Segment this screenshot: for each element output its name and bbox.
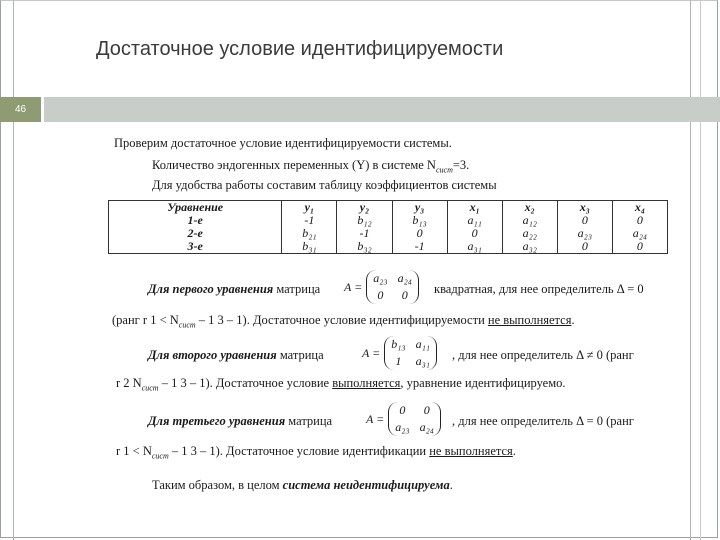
eq3-lead: Для третьего уравнения	[148, 414, 286, 428]
eq2-condition	[116, 376, 566, 393]
eq1-cond-text2: – 1 3 – 1). Достаточное условие идентифицируемости	[195, 313, 488, 327]
eq2-cond-sub: сист	[141, 383, 159, 393]
eq1-condition	[112, 313, 575, 330]
matrix-cell: a₂₃	[373, 271, 388, 285]
table-cell: a₁₂	[502, 214, 557, 227]
table-header: Уравнение	[109, 201, 282, 215]
page-number-badge: 46	[0, 97, 41, 122]
table-cell: 0	[612, 214, 667, 227]
matrix-cell: a₂₃	[395, 420, 410, 434]
table-header: y₃	[392, 201, 447, 215]
eq2-lead-line	[148, 348, 324, 363]
eq1-matrix-grid	[373, 271, 412, 303]
conclusion-line	[152, 478, 453, 493]
eq2-matrix-brackets	[384, 336, 437, 370]
matrix-cell: a₃₁	[415, 354, 430, 368]
table-cell: 0	[557, 240, 612, 254]
eq2-cond-text2: – 1 3 – 1). Достаточное условие	[158, 376, 333, 390]
table-cell: 1-е	[109, 214, 282, 227]
endogenous-text: Количество эндогенных переменных (Y) в системе N	[152, 158, 436, 172]
eq1-matrix	[344, 270, 419, 304]
table-cell: b₃₂	[337, 240, 392, 254]
eq3-text: матрица	[288, 414, 333, 428]
eq2-matrix	[362, 336, 437, 370]
table-cell: 0	[392, 227, 447, 240]
eq2-lead: Для второго уравнения	[148, 348, 277, 362]
eq2-lambda: A =	[362, 345, 381, 360]
table-cell: a₃₂	[502, 240, 557, 254]
matrix-cell: 0	[399, 403, 406, 417]
matrix-cell: 0	[377, 288, 384, 302]
eq2-end: , уравнение идентифицируемо.	[400, 376, 566, 390]
eq3-negation: не выполняется	[429, 444, 513, 458]
eq1-cond-sub: сист	[178, 320, 196, 330]
eq1-lambda: A =	[344, 279, 363, 294]
table-cell: 0	[612, 240, 667, 254]
eq1-matrix-brackets	[366, 270, 419, 304]
table-cell: -1	[392, 240, 447, 254]
table-cell: 3-е	[109, 240, 282, 254]
eq2-matrix-grid	[391, 337, 430, 369]
table-cell: 0	[557, 214, 612, 227]
table-cell: b₃₁	[282, 240, 337, 254]
eq2-cond-text: r 2 N	[116, 376, 142, 390]
table-header: y₁	[282, 201, 337, 215]
eq3-cond-text2: – 1 3 – 1). Достаточное условие идентификации	[168, 444, 430, 458]
table-cell: -1	[337, 227, 392, 240]
eq1-end: .	[571, 313, 575, 327]
eq3-lead-line	[148, 414, 332, 429]
table-cell: 0	[447, 227, 502, 240]
coefficient-table	[108, 200, 668, 254]
table-header: x₃	[557, 201, 612, 215]
eq1-after: квадратная, для нее определитель Δ = 0	[434, 282, 644, 296]
conclusion-text: Таким образом, в целом	[152, 478, 283, 492]
table-cell: 2-е	[109, 227, 282, 240]
eq1-text: матрица	[276, 282, 321, 296]
matrix-cell: 1	[395, 354, 402, 368]
table-header: x₁	[447, 201, 502, 215]
table-cell: -1	[282, 214, 337, 227]
matrix-cell: a₁₁	[415, 337, 430, 351]
endogenous-line	[152, 158, 469, 175]
eq1-cond-text: (ранг r 1 < N	[112, 313, 179, 327]
table-note: Для удобства работы составим таблицу коэффициентов системы	[152, 178, 497, 192]
eq1-lead: Для первого уравнения	[148, 282, 274, 296]
eq3-cond-text: r 1 < N	[116, 444, 152, 458]
eq3-matrix	[366, 402, 441, 436]
eq1-lead-line	[148, 282, 320, 297]
table-cell: b₂₁	[282, 227, 337, 240]
matrix-cell: a₂₄	[397, 271, 412, 285]
eq2-text: матрица	[279, 348, 324, 362]
table-cell: b₁₂	[337, 214, 392, 227]
table-header: y₂	[337, 201, 392, 215]
matrix-cell: b₁₃	[391, 337, 406, 351]
eq3-end: .	[512, 444, 516, 458]
table-header: x₂	[502, 201, 557, 215]
conclusion-bold: система неидентифицируема	[282, 478, 450, 492]
eq2-after: , для нее определитель Δ ≠ 0 (ранг	[452, 348, 634, 362]
slide-title: Достаточное условие идентифицируемости	[96, 38, 504, 60]
table-header-row	[109, 201, 668, 215]
matrix-cell: a₂₄	[419, 420, 434, 434]
table-cell: a₂₄	[612, 227, 667, 240]
table-header: x₄	[612, 201, 667, 215]
table-cell: b₁₃	[392, 214, 447, 227]
eq3-lambda: A =	[366, 411, 385, 426]
conclusion-end: .	[449, 478, 453, 492]
endogenous-value: =3.	[452, 158, 470, 172]
table-cell: a₁₁	[447, 214, 502, 227]
table-cell: a₂₂	[502, 227, 557, 240]
table-cell: a₃₁	[447, 240, 502, 254]
intro-line: Проверим достаточное условие идентифицируемости системы.	[114, 136, 452, 150]
eq2-positive: выполняется	[332, 376, 401, 390]
eq1-negation: не выполняется	[487, 313, 572, 327]
eq3-matrix-grid	[395, 403, 434, 435]
endogenous-sub: сист	[435, 165, 453, 175]
table-cell: a₂₃	[557, 227, 612, 240]
eq3-after: , для нее определитель Δ = 0 (ранг	[452, 414, 634, 428]
matrix-cell: 0	[401, 288, 408, 302]
eq3-condition	[116, 444, 516, 461]
eq3-cond-sub: сист	[151, 451, 169, 461]
table-row	[109, 240, 668, 254]
matrix-cell: 0	[423, 403, 430, 417]
eq3-matrix-brackets	[388, 402, 441, 436]
